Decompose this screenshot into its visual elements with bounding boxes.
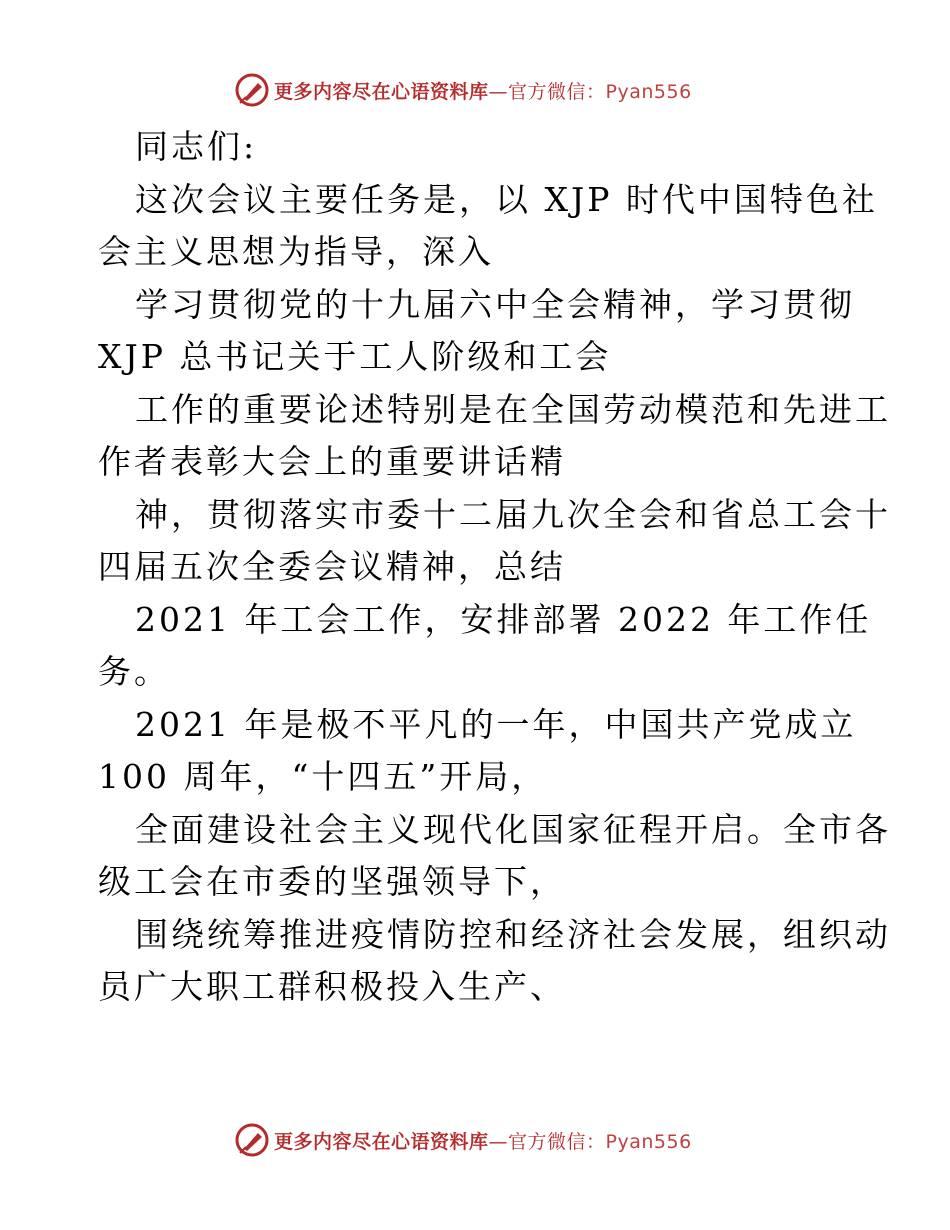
paragraph-line: 四届五次全委会议精神，总结 <box>98 547 566 586</box>
paragraph-line: 会主义思想为指导，深入 <box>98 232 494 271</box>
paragraph-line: 学习贯彻党的十九届六中全会精神，学习贯彻 <box>135 284 855 324</box>
banner-text: 更多内容尽在心语资料库—官方微信：Pyan556 <box>274 80 692 103</box>
footer-banner <box>234 1120 692 1160</box>
header-banner <box>234 70 692 110</box>
paragraph-line: 100 周年，“十四五”开局， <box>98 757 548 796</box>
paragraph-line: XJP 总书记关于工人阶级和工会 <box>98 337 612 376</box>
wechat-id: Pyan556 <box>605 1130 692 1153</box>
paragraph-line: 同志们: <box>135 127 258 166</box>
wechat-id: Pyan556 <box>605 80 692 103</box>
document-body <box>98 121 891 1014</box>
paragraph-line: 作者表彰大会上的重要讲话精 <box>98 442 566 481</box>
paragraph-line: 工作的重要论述特别是在全国劳动模范和先进工 <box>135 389 891 429</box>
pen-nib-logo-icon <box>234 1122 270 1158</box>
paragraph-line: 级工会在市委的坚强领导下， <box>98 862 566 901</box>
paragraph-line: 这次会议主要任务是，以 XJP 时代中国特色社 <box>135 179 878 219</box>
paragraph-line: 2021 年是极不平凡的一年，中国共产党成立 <box>135 704 857 744</box>
banner-text: 更多内容尽在心语资料库—官方微信：Pyan556 <box>274 1130 692 1153</box>
pen-nib-logo-icon <box>234 72 270 108</box>
paragraph-line: 神，贯彻落实市委十二届九次全会和省总工会十 <box>135 494 891 534</box>
paragraph-line: 员广大职工群积极投入生产、 <box>98 967 566 1006</box>
paragraph-line: 全面建设社会主义现代化国家征程开启。全市各 <box>135 809 891 849</box>
paragraph-line: 2021 年工会工作，安排部署 2022 年工作任 <box>135 599 872 639</box>
paragraph-line: 围绕统筹推进疫情防控和经济社会发展，组织动 <box>135 914 891 954</box>
paragraph-line: 务。 <box>98 652 170 691</box>
